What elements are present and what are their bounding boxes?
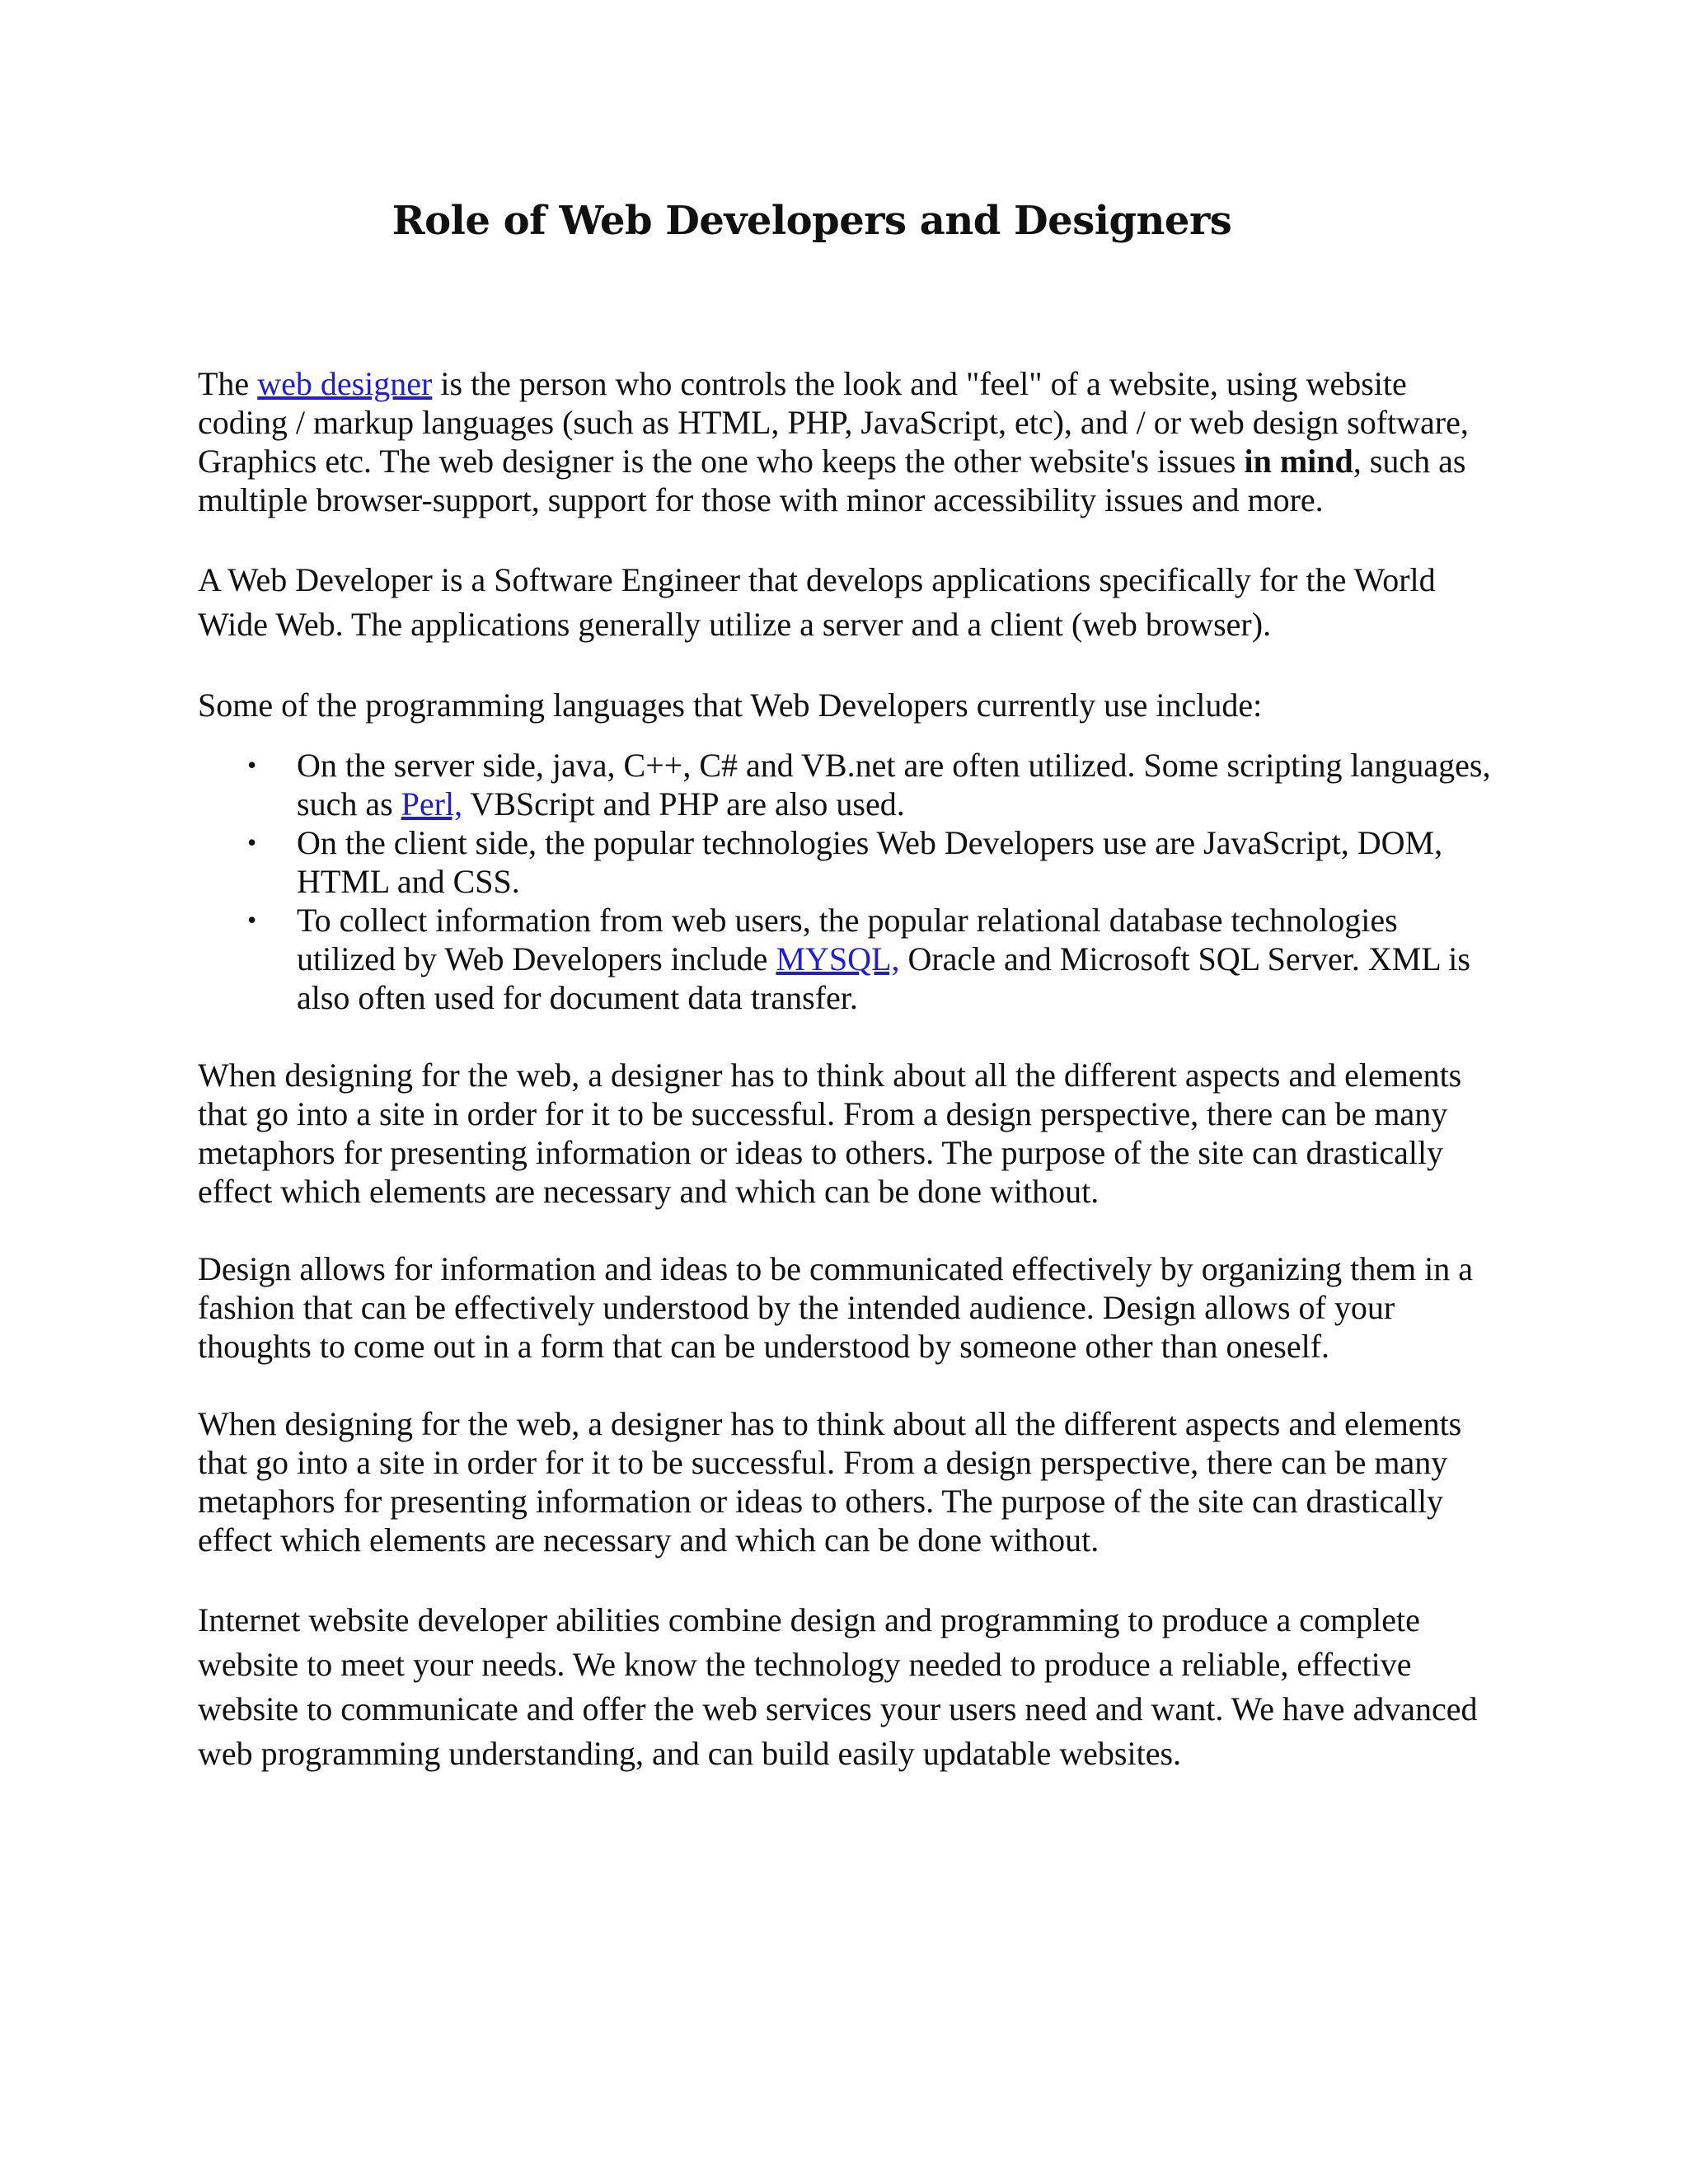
bullet-icon: • [247, 827, 257, 857]
list-item-database [247, 901, 1492, 1017]
list-item-3-text-end: Oracle and Microsoft SQL Server. XML is also often used for document data transfer. [297, 940, 1470, 1016]
list-item-2-text: On the client side, the popular technologies Web Developers use are JavaScript, DOM, HTML and CSS. [297, 824, 1443, 900]
list-item-1-text-end: VBScript and PHP are also used. [462, 785, 905, 823]
paragraph-web-designer [198, 364, 1492, 519]
mysql-link[interactable]: MYSQL, [776, 940, 900, 977]
p1-text-end: , such as multiple browser-support, support for those with minor accessibility issues and more. [198, 443, 1466, 518]
paragraph-languages-intro: Some of the programming languages that Web Developers currently use include: [198, 687, 1263, 724]
document-body [198, 364, 1492, 1776]
p1-text-start: The [198, 365, 258, 402]
p1-text-middle: is the person who controls the look and "feel" of a website, using website coding / markup languages (such as HTML, PHP, JavaScript, etc), and / or web design software, Graphics etc. The web designer is the one who keeps the other website's issues [198, 365, 1469, 480]
bullet-icon: • [247, 905, 257, 935]
paragraph-web-developer: A Web Developer is a Software Engineer that develops applications specifically for the World Wide Web. The applications generally utilize a server and a client (web browser). [198, 561, 1436, 643]
paragraph-developer-abilities: Internet website developer abilities combine design and programming to produce a complete website to meet your needs. We know the technology needed to produce a reliable, effective website to communicate and offer the web services your users need and want. We have advanced web programming understanding, and can build easily updatable websites. [198, 1601, 1478, 1772]
list-item-client-side [247, 823, 1492, 901]
perl-link[interactable]: Perl, [401, 785, 463, 823]
paragraph-designing-for-web-2: When designing for the web, a designer has to think about all the different aspects and elements that go into a site in order for it to be successful. From a design perspective, there can be many metaphors for presenting information or ideas to others. The purpose of the site can drastically effect which elements are necessary and which can be done without. [198, 1405, 1462, 1558]
paragraph-design-allows: Design allows for information and ideas to be communicated effectively by organizing them in a fashion that can be effectively understood by the intended audience. Design allows of your thoughts to come out in a form that can be understood by someone other than oneself. [198, 1250, 1473, 1365]
bullet-icon: • [247, 750, 257, 780]
list-item-server-side [247, 746, 1492, 823]
list-item-3-text-start: To collect information from web users, the popular relational database technologies utilized by Web Developers include [297, 902, 1398, 977]
languages-list [198, 746, 1492, 1017]
page-title: Role of Web Developers and Designers [392, 198, 1232, 244]
web-designer-link[interactable]: web designer [257, 365, 433, 402]
p1-bold-text: in mind [1244, 443, 1353, 480]
paragraph-designing-for-web-1: When designing for the web, a designer has to think about all the different aspects and elements that go into a site in order for it to be successful. From a design perspective, there can be many metaphors for presenting information or ideas to others. The purpose of the site can drastically effect which elements are necessary and which can be done without. [198, 1057, 1462, 1210]
list-item-1-text-start: On the server side, java, C++, C# and VB.net are often utilized. Some scripting languages, such as [297, 747, 1491, 823]
